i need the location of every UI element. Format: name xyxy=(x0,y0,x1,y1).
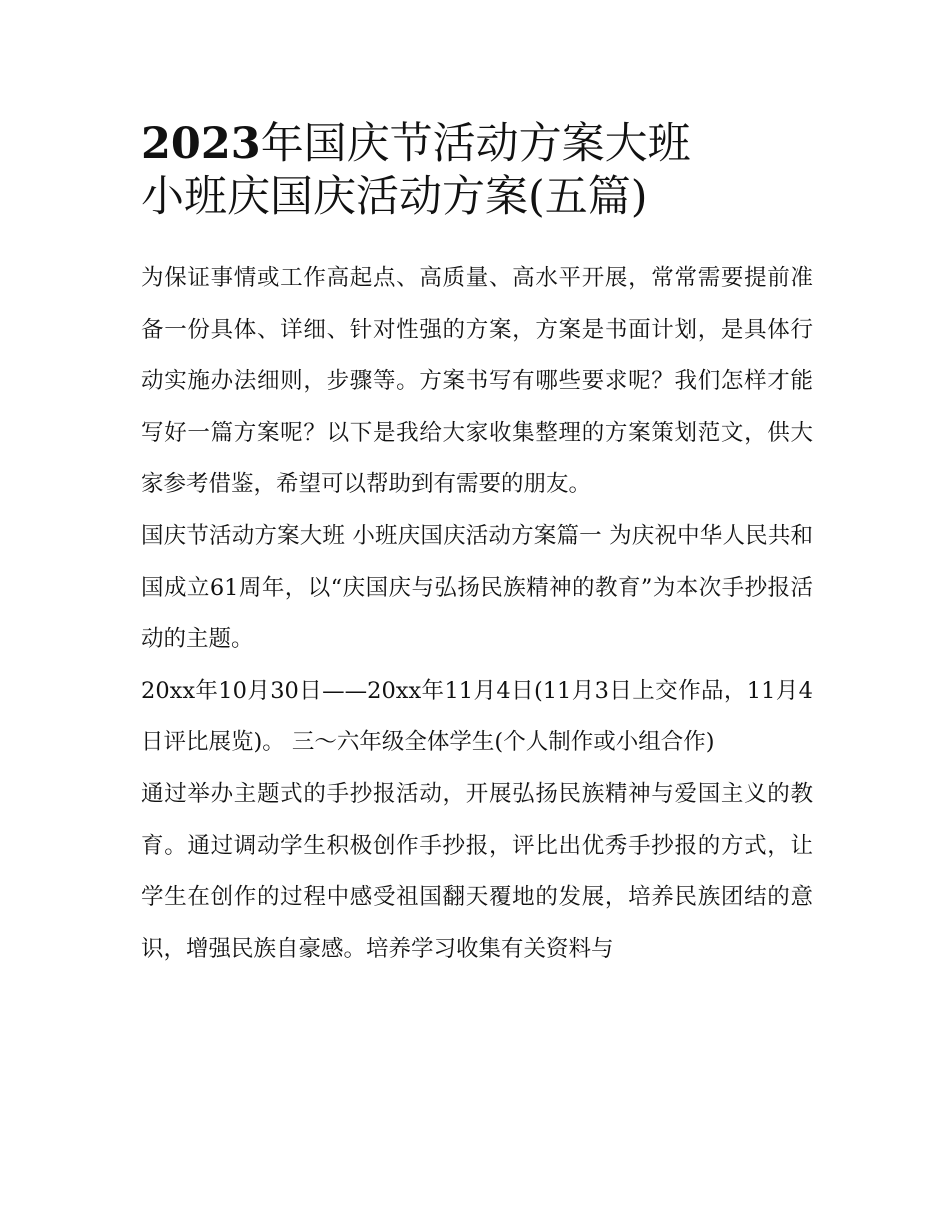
title-year: 2023 xyxy=(141,119,261,169)
paragraph-schedule: 20xx年10月30日——20xx年11月4日(11月3日上交作品，11月4日评比展览)。 三～六年级全体学生(个人制作或小组合作) xyxy=(141,677,813,756)
title-line-2: 小班庆国庆活动方案(五篇) xyxy=(141,172,648,222)
document-body xyxy=(141,253,813,975)
title-line-1-text: 年国庆节活动方案大班 xyxy=(260,119,691,169)
paragraph-purpose: 通过举办主题式的手抄报活动，开展弘扬民族精神与爱国主义的教育。通过调动学生积极创作手抄报，评比出优秀手抄报的方式，让学生在创作的过程中感受祖国翻天覆地的发展，培养民族团结的意识，增强民族自豪感。培养学习收集有关资料与 xyxy=(141,780,813,962)
paragraph-plan-one: 国庆节活动方案大班 小班庆国庆活动方案篇一 为庆祝中华人民共和国成立61周年，以“庆国庆与弘扬民族精神的教育”为本次手抄报活动的主题。 xyxy=(141,522,813,653)
document-title xyxy=(141,118,813,223)
document-page xyxy=(141,118,813,975)
paragraph-intro: 为保证事情或工作高起点、高质量、高水平开展，常常需要提前准备一份具体、详细、针对性强的方案，方案是书面计划，是具体行动实施办法细则，步骤等。方案书写有哪些要求呢？我们怎样才能写好一篇方案呢？以下是我给大家收集整理的方案策划范文，供大家参考借鉴，希望可以帮助到有需要的朋友。 xyxy=(141,265,813,498)
title-line-1 xyxy=(141,118,813,170)
